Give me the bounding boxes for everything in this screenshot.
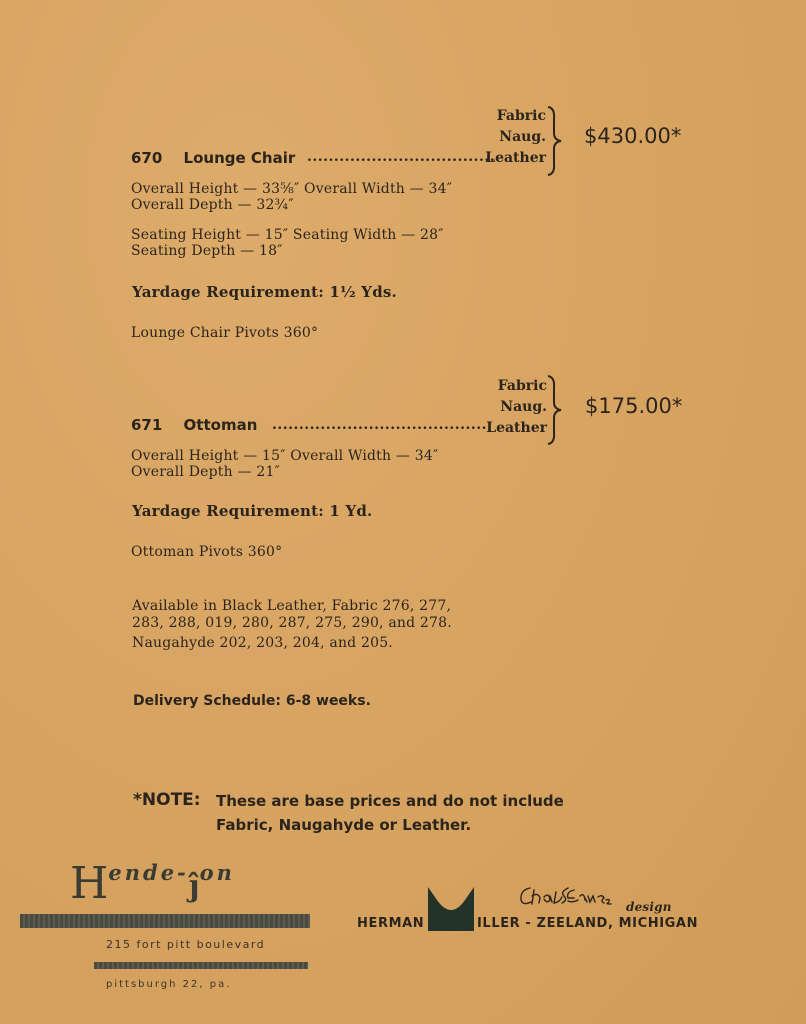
dealer-address-street: 215 fort pitt boulevard: [106, 938, 266, 951]
item-671-leader-dots: ........................................: [272, 417, 487, 433]
cover-naugahyde: Naug.: [500, 399, 547, 415]
dealer-logo-initial: H: [70, 858, 109, 909]
dealer-rule-bottom: [94, 962, 308, 969]
note-label: *NOTE:: [133, 790, 201, 810]
dealer-logo-j: ĵ: [188, 869, 200, 904]
item-670-number: 670: [131, 149, 163, 167]
item-670-dimension-line: Seating Height — 15″ Seating Width — 28″: [131, 227, 444, 243]
item-670-dimension-line: Seating Depth — 18″: [131, 243, 283, 259]
cover-naugahyde: Naug.: [499, 129, 546, 145]
herman-miller-m-logo: [427, 886, 475, 932]
cover-fabric: Fabric: [496, 108, 546, 124]
dealer-address-city: pittsburgh 22, pa.: [106, 979, 232, 990]
dealer-logo-text: ende-: [108, 860, 189, 885]
dealer-logo: [70, 858, 235, 909]
item-671-number: 671: [131, 416, 163, 434]
cover-fabric: Fabric: [497, 378, 547, 394]
note-line-1: These are base prices and do not include: [216, 792, 564, 810]
item-670-price: $430.00*: [584, 124, 682, 148]
item-670-brace: [546, 105, 566, 177]
cover-leather: Leather: [485, 150, 546, 166]
item-670-name: Lounge Chair: [183, 149, 296, 167]
item-671-dimension-line: Overall Height — 15″ Overall Width — 34″: [131, 448, 439, 464]
delivery-schedule: Delivery Schedule: 6-8 weeks.: [133, 693, 371, 709]
item-670-leader-dots: ...................................: [307, 149, 496, 165]
item-671-cover-options: [477, 376, 547, 439]
item-671-yardage: Yardage Requirement: 1 Yd.: [132, 502, 373, 520]
item-671-price: $175.00*: [585, 394, 683, 418]
item-671-title: [131, 416, 257, 434]
item-671-name: Ottoman: [183, 416, 258, 434]
manufacturer-name-left: HERMAN: [357, 916, 425, 931]
manufacturer-name-right: ILLER - ZEELAND, MICHIGAN: [477, 916, 699, 931]
item-671-dimension-line: Overall Depth — 21″: [131, 464, 280, 480]
item-670-title: [131, 149, 295, 167]
availability-line: 283, 288, 019, 280, 287, 275, 290, and 278.: [132, 615, 452, 631]
item-670-dimension-line: Overall Depth — 32¾″: [131, 197, 294, 213]
item-670-dimension-line: Overall Height — 33⅝″ Overall Width — 34″: [131, 181, 453, 197]
dealer-rule-top: [20, 914, 310, 928]
item-670-yardage: Yardage Requirement: 1½ Yds.: [132, 283, 397, 301]
item-670-pivot: Lounge Chair Pivots 360°: [131, 325, 319, 341]
availability-line: Available in Black Leather, Fabric 276, 277,: [132, 598, 452, 614]
cover-leather: Leather: [486, 420, 547, 436]
item-671-brace: [546, 374, 566, 446]
design-label: design: [626, 900, 672, 914]
availability-line: Naugahyde 202, 203, 204, and 205.: [132, 635, 393, 651]
note-line-2: Fabric, Naugahyde or Leather.: [216, 816, 472, 834]
item-671-pivot: Ottoman Pivots 360°: [131, 544, 283, 560]
dealer-logo-text-end: on: [199, 860, 235, 885]
eames-signature: [516, 882, 616, 912]
